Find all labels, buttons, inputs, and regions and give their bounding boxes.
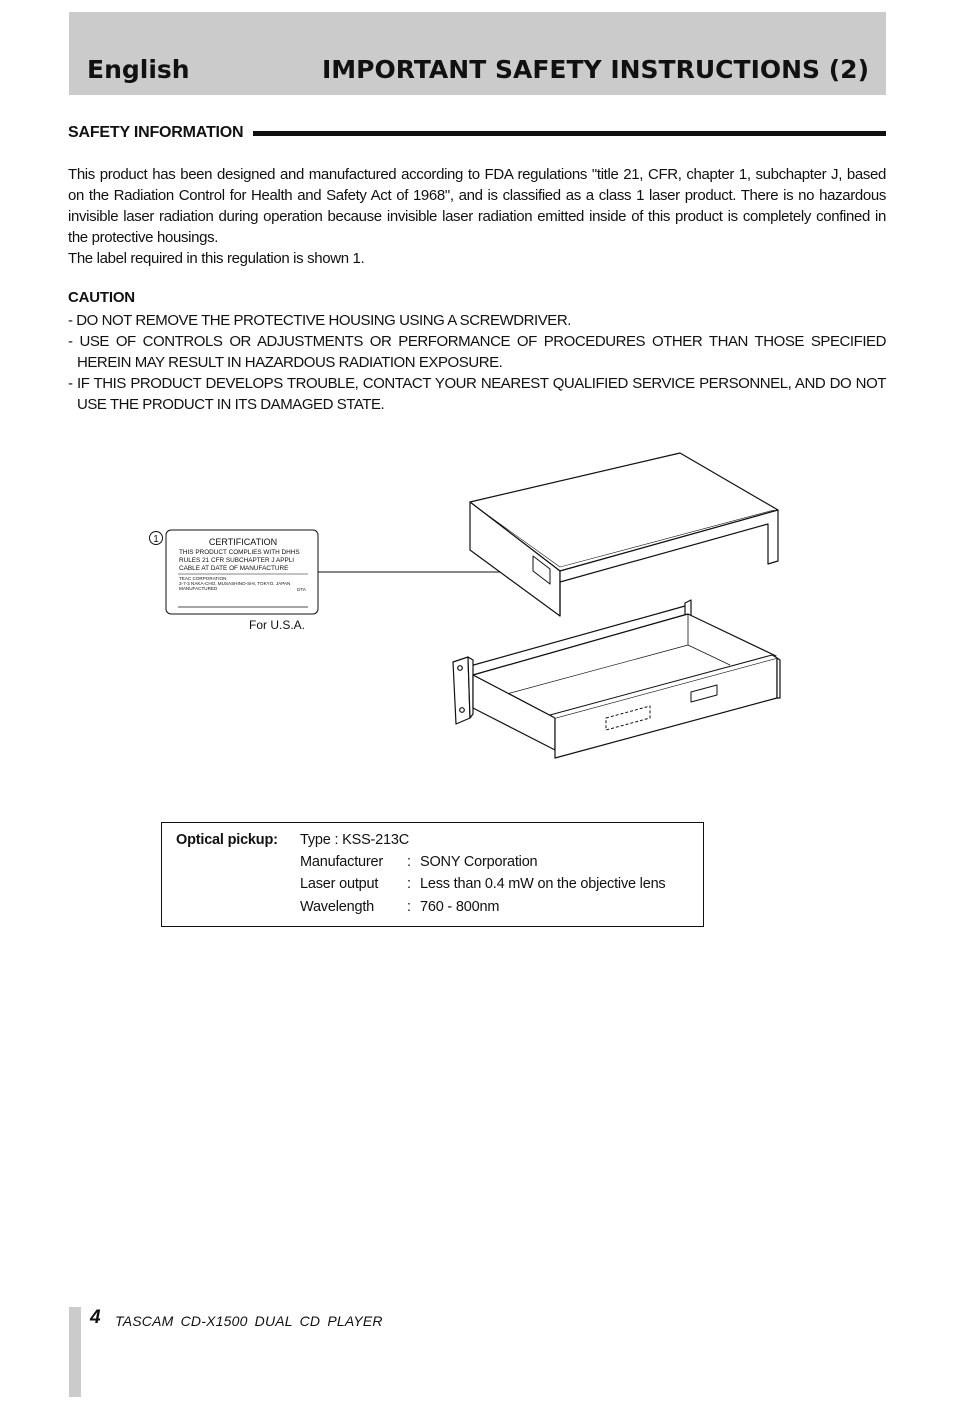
spec-colon: : xyxy=(407,876,411,892)
caution-item: - USE OF CONTROLS OR ADJUSTMENTS OR PERFORMANCE OF PROCEDURES OTHER THAN THOSE SPECIFIED HEREIN MAY RESULT IN HAZARDOUS RADIATION EXPOSURE. xyxy=(68,333,886,371)
certification-label xyxy=(166,530,318,614)
page-header xyxy=(69,12,886,95)
optical-pickup-spec xyxy=(161,822,704,927)
spec-value: 760 - 800nm xyxy=(420,899,500,915)
footer-bar xyxy=(69,1307,81,1397)
section-rule xyxy=(253,131,886,136)
caution-title: CAUTION xyxy=(68,289,135,306)
footer-title: TASCAM CD-X1500 DUAL CD PLAYER xyxy=(115,1313,383,1329)
svg-text:TEAC CORPORATION: TEAC CORPORATION xyxy=(179,576,227,581)
spec-label: Optical pickup: xyxy=(176,832,278,848)
caution-item: - DO NOT REMOVE THE PROTECTIVE HOUSING USING A SCREWDRIVER. xyxy=(68,312,571,329)
safety-paragraph: This product has been designed and manufactured according to FDA regulations "title 21, CFR, chapter 1, subchapter J, based on the Radiation Control for Health and Safety Act of 1968", and is classified as a class 1 laser product. There is no hazardous invisible laser radiation during operation because invisible laser radiation emitted inside of this product is completely confined in the protective housings. xyxy=(68,166,886,246)
top-cover xyxy=(470,453,778,616)
page-number: 4 xyxy=(90,1307,101,1328)
svg-text:MANUFACTURED: MANUFACTURED xyxy=(179,586,218,591)
spec-colon: : xyxy=(407,854,411,870)
svg-text:CABLE AT DATE OF MANUFACTURE: CABLE AT DATE OF MANUFACTURE xyxy=(179,565,289,572)
page-title: IMPORTANT SAFETY INSTRUCTIONS (2) xyxy=(321,55,869,84)
caution-list xyxy=(68,310,886,415)
label-marker xyxy=(150,532,163,546)
svg-text:CERTIFICATION: CERTIFICATION xyxy=(208,537,278,547)
svg-text:DTA: DTA xyxy=(297,587,306,592)
bottom-chassis xyxy=(453,600,780,758)
spec-value: SONY Corporation xyxy=(420,854,538,870)
spec-key: Wavelength xyxy=(300,899,375,915)
spec-key: Manufacturer xyxy=(300,854,384,870)
section-heading: SAFETY INFORMATION xyxy=(68,124,244,141)
caution-item: - IF THIS PRODUCT DEVELOPS TROUBLE, CONTACT YOUR NEAREST QUALIFIED SERVICE PERSONNEL, AND DO NOT USE THE PRODUCT IN ITS DAMAGED STATE. xyxy=(68,375,886,413)
svg-text:RULES 21 CFR SUBCHAPTER J APPL: RULES 21 CFR SUBCHAPTER J APPLI xyxy=(179,557,295,564)
label-note: The label required in this regulation is shown 1. xyxy=(68,250,365,267)
language-label: English xyxy=(87,55,190,84)
svg-text:THIS PRODUCT COMPLIES WITH DHH: THIS PRODUCT COMPLIES WITH DHHS xyxy=(179,549,300,556)
spec-value: Less than 0.4 mW on the objective lens xyxy=(420,876,666,892)
figure-caption: For U.S.A. xyxy=(248,618,306,632)
svg-text:1: 1 xyxy=(153,534,159,545)
housing-illustration xyxy=(140,448,800,788)
spec-type: Type : KSS-213C xyxy=(300,832,410,848)
spec-key: Laser output xyxy=(300,876,379,892)
spec-colon: : xyxy=(407,899,411,915)
svg-text:3-7-3 NAKA-CHO, MUSASHINO-SHI,: 3-7-3 NAKA-CHO, MUSASHINO-SHI, TOKYO, JAPAN xyxy=(179,581,291,586)
